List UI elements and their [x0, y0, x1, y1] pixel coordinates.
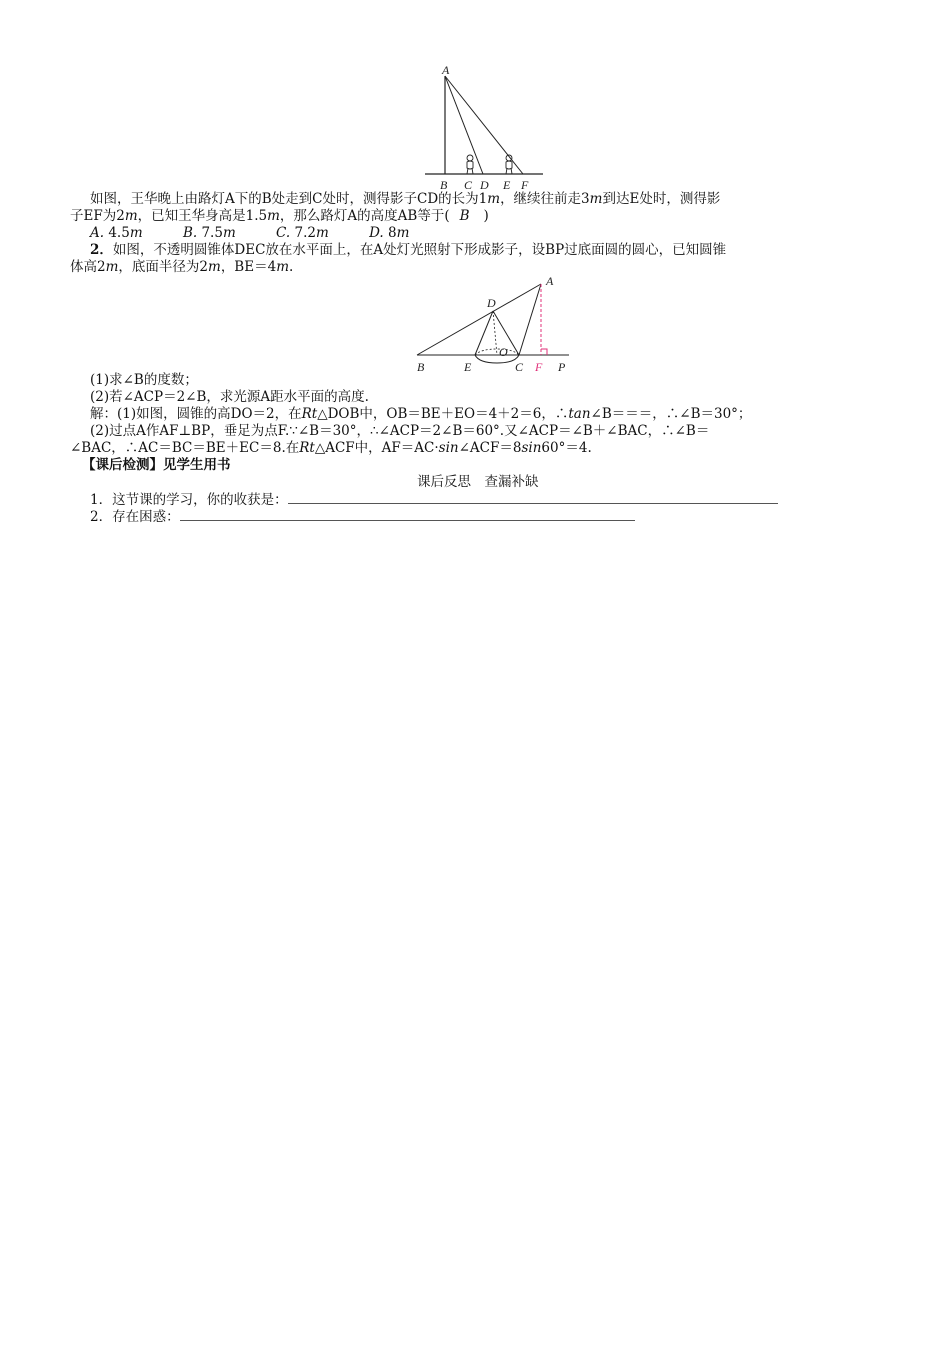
problem1-line1: 如图，王华晚上由路灯A下的B处走到C处时，测得影子CD的长为1m，继续往前走3m到达E处时，测得影 — [90, 191, 721, 207]
question-1: (1)求∠B的度数； — [90, 372, 198, 388]
question-2: (2)若∠ACP＝2∠B，求光源A距水平面的高度. — [90, 389, 369, 405]
cone-shadow-figure — [415, 277, 571, 373]
fig1-label-c: C — [464, 178, 473, 192]
fig1-label-f: F — [521, 178, 529, 192]
fig2-label-o: O — [499, 345, 508, 359]
option-c: C. 7.2m — [276, 225, 329, 241]
lamp-shadow-figure — [425, 64, 545, 194]
after-class-check: 【课后检测】见学生用书 — [82, 457, 231, 473]
fig1-label-e: E — [503, 178, 511, 192]
problem2-line1: 2．如图，不透明圆锥体DEC放在水平面上，在A处灯光照射下形成影子，设BP过底面圆的圆心，已知圆锥 — [90, 242, 727, 258]
answer-b: B — [459, 208, 470, 224]
problem1-line2: 子EF为2m，已知王华身高是1.5m，那么路灯A的高度AB等于( B ) — [70, 208, 489, 224]
solution-2-line2: ∠BAC，∴AC＝BC＝BE＋EC＝8.在Rt△ACF中，AF＝AC·sin∠ACF＝8sin60°＝4. — [70, 440, 592, 456]
fig1-label-a: A — [442, 64, 450, 77]
solution-2-line1: (2)过点A作AF⊥BP，垂足为点F.∵∠B＝30°，∴∠ACP＝2∠B＝60°.又∠ACP＝∠B＋∠BAC，∴∠B＝ — [90, 423, 710, 439]
fig2-label-a: A — [546, 277, 554, 288]
answer-blank-2[interactable] — [180, 508, 635, 521]
problem1-options — [90, 225, 409, 242]
option-a: A. 4.5m — [90, 225, 143, 241]
option-d: D. 8m — [369, 225, 410, 241]
reflection-item-1: 1．这节课的学习，你的收获是： — [90, 491, 778, 509]
option-b: B. 7.5m — [182, 225, 236, 241]
problem2-line2: 体高2m，底面半径为2m，BE＝4m. — [70, 259, 294, 275]
fig2-label-c: C — [515, 360, 524, 373]
fig2-label-p: P — [558, 360, 566, 373]
fig1-label-d: D — [480, 178, 489, 192]
fig2-label-b: B — [417, 360, 425, 373]
answer-blank-1[interactable] — [288, 491, 778, 504]
reflection-item-2: 2．存在困惑： — [90, 508, 635, 526]
solution-1: 解：(1)如图，圆锥的高DO＝2，在Rt△DOB中，OB＝BE＋EO＝4＋2＝6，∴tan∠B＝＝＝，∴∠B＝30°； — [90, 406, 752, 422]
fig2-label-e: E — [464, 360, 472, 373]
fig2-label-f: F — [535, 360, 543, 373]
reflection-title: 课后反思 查漏补缺 — [417, 474, 539, 490]
fig1-label-b: B — [440, 178, 448, 192]
fig2-label-d: D — [487, 296, 496, 310]
